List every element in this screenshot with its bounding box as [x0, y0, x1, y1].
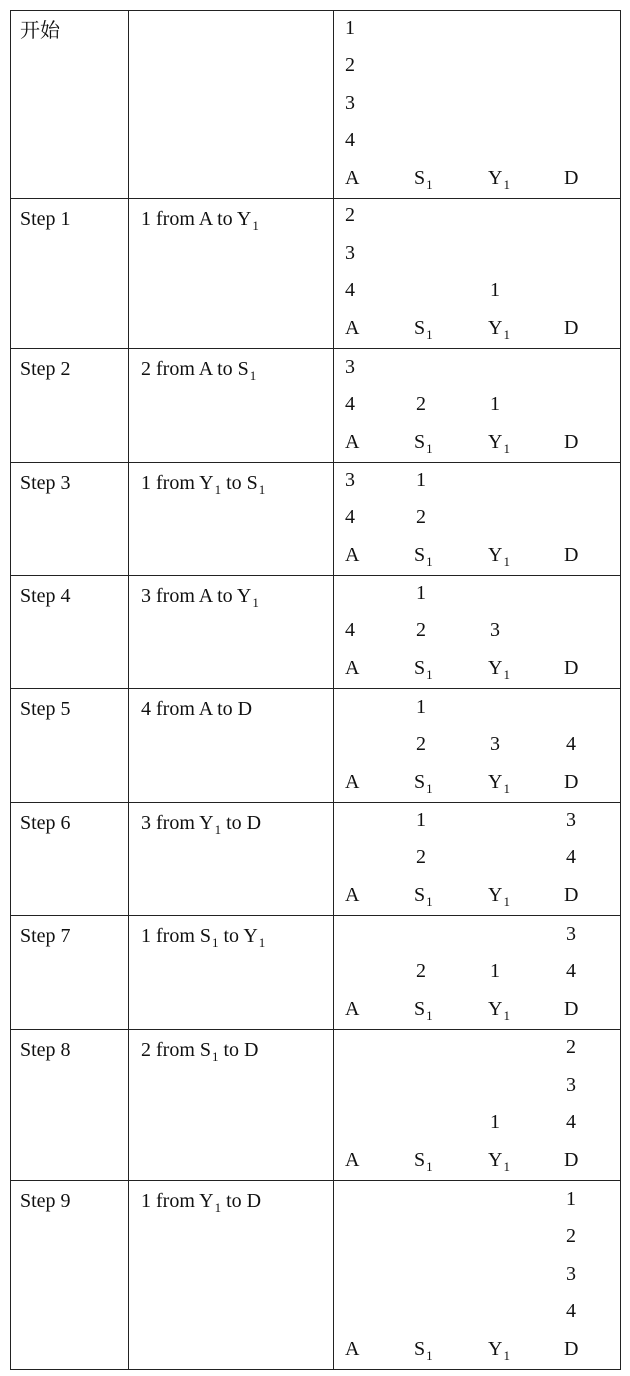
- disk-y: 3: [490, 733, 500, 756]
- move-description: 3 from A to $Y_1$: [141, 585, 259, 610]
- move-description: 1 from $S_1$ to $Y_1$: [141, 925, 266, 950]
- row-divider: [10, 915, 621, 916]
- peg-label-s: $S_1$: [414, 167, 433, 192]
- peg-label-d: D: [564, 431, 579, 453]
- disk-d: 3: [566, 1262, 576, 1285]
- peg-label-s: $S_1$: [414, 544, 433, 569]
- move-description: 2 from $S_1$ to D: [141, 1039, 259, 1064]
- disk-d: 4: [566, 846, 576, 869]
- peg-label-y: $Y_1$: [488, 544, 510, 569]
- peg-label-s: $S_1$: [414, 657, 433, 682]
- disk-d: 4: [566, 960, 576, 983]
- peg-label-y: $Y_1$: [488, 771, 510, 796]
- disk-s: 1: [416, 581, 426, 604]
- column-divider: [333, 10, 334, 1370]
- peg-label-d: D: [564, 1338, 579, 1360]
- peg-label-y: $Y_1$: [488, 1149, 510, 1174]
- disk-a: 3: [345, 241, 355, 264]
- disk-a: 3: [345, 91, 355, 114]
- peg-label-a: A: [345, 317, 360, 339]
- peg-label-s: $S_1$: [414, 771, 433, 796]
- peg-label-a: A: [345, 657, 360, 679]
- peg-label-y: $Y_1$: [488, 657, 510, 682]
- disk-a: 4: [345, 129, 355, 152]
- peg-label-d: D: [564, 1149, 579, 1171]
- peg-label-d: D: [564, 657, 579, 679]
- peg-label-d: D: [564, 317, 579, 339]
- peg-label-s: $S_1$: [414, 431, 433, 456]
- disk-s: 1: [416, 808, 426, 831]
- disk-a: 4: [345, 279, 355, 302]
- peg-label-y: $Y_1$: [488, 998, 510, 1023]
- disk-y: 1: [490, 393, 500, 416]
- peg-label-a: A: [345, 1149, 360, 1171]
- step-label: Step 3: [20, 472, 71, 494]
- peg-label-y: $Y_1$: [488, 317, 510, 342]
- disk-a: 4: [345, 506, 355, 529]
- row-divider: [10, 10, 621, 11]
- move-description: 1 from $Y_1$ to $S_1$: [141, 472, 266, 497]
- disk-s: 2: [416, 506, 426, 529]
- peg-label-y: $Y_1$: [488, 1338, 510, 1363]
- step-label: 开始: [20, 20, 60, 42]
- disk-a: 3: [345, 468, 355, 491]
- peg-label-s: $S_1$: [414, 1149, 433, 1174]
- peg-label-a: A: [345, 771, 360, 793]
- disk-a: 4: [345, 393, 355, 416]
- disk-s: 2: [416, 393, 426, 416]
- step-label: Step 2: [20, 358, 71, 380]
- move-description: 4 from A to D: [141, 698, 253, 720]
- column-divider: [128, 10, 129, 1370]
- peg-label-a: A: [345, 884, 360, 906]
- row-divider: [10, 1029, 621, 1030]
- row-divider: [10, 688, 621, 689]
- disk-d: 3: [566, 1073, 576, 1096]
- step-label: Step 7: [20, 925, 71, 947]
- move-description: 3 from $Y_1$ to D: [141, 812, 262, 837]
- disk-d: 4: [566, 1300, 576, 1323]
- step-label: Step 1: [20, 208, 71, 230]
- step-label: Step 8: [20, 1039, 71, 1061]
- peg-label-a: A: [345, 998, 360, 1020]
- disk-d: 4: [566, 1111, 576, 1134]
- column-divider: [620, 10, 621, 1370]
- peg-label-a: A: [345, 544, 360, 566]
- step-label: Step 5: [20, 698, 71, 720]
- move-description: 1 from A to $Y_1$: [141, 208, 259, 233]
- disk-s: 1: [416, 695, 426, 718]
- disk-a: 2: [345, 204, 355, 227]
- disk-a: 1: [345, 16, 355, 39]
- move-description: 1 from $Y_1$ to D: [141, 1190, 262, 1215]
- row-divider: [10, 1180, 621, 1181]
- disk-s: 2: [416, 619, 426, 642]
- column-divider: [10, 10, 11, 1370]
- peg-label-a: A: [345, 1338, 360, 1360]
- disk-d: 1: [566, 1187, 576, 1210]
- step-label: Step 4: [20, 585, 71, 607]
- peg-label-y: $Y_1$: [488, 431, 510, 456]
- peg-label-d: D: [564, 544, 579, 566]
- peg-label-d: D: [564, 771, 579, 793]
- row-divider: [10, 462, 621, 463]
- peg-label-s: $S_1$: [414, 884, 433, 909]
- disk-s: 2: [416, 733, 426, 756]
- peg-label-s: $S_1$: [414, 1338, 433, 1363]
- disk-s: 1: [416, 468, 426, 491]
- disk-y: 1: [490, 279, 500, 302]
- move-description: 2 from A to $S_1$: [141, 358, 257, 383]
- disk-d: 3: [566, 808, 576, 831]
- peg-label-a: A: [345, 167, 360, 189]
- disk-a: 3: [345, 355, 355, 378]
- disk-a: 4: [345, 619, 355, 642]
- disk-d: 2: [566, 1036, 576, 1059]
- disk-y: 1: [490, 960, 500, 983]
- disk-s: 2: [416, 960, 426, 983]
- disk-d: 3: [566, 922, 576, 945]
- disk-y: 3: [490, 619, 500, 642]
- step-label: Step 6: [20, 812, 71, 834]
- disk-d: 2: [566, 1225, 576, 1248]
- disk-s: 2: [416, 846, 426, 869]
- row-divider: [10, 348, 621, 349]
- disk-y: 1: [490, 1111, 500, 1134]
- row-divider: [10, 802, 621, 803]
- peg-label-d: D: [564, 167, 579, 189]
- peg-label-y: $Y_1$: [488, 167, 510, 192]
- peg-label-s: $S_1$: [414, 317, 433, 342]
- row-divider: [10, 575, 621, 576]
- step-label: Step 9: [20, 1190, 71, 1212]
- row-divider: [10, 1369, 621, 1370]
- peg-label-y: $Y_1$: [488, 884, 510, 909]
- disk-a: 2: [345, 54, 355, 77]
- peg-label-a: A: [345, 431, 360, 453]
- peg-label-d: D: [564, 884, 579, 906]
- peg-label-d: D: [564, 998, 579, 1020]
- disk-d: 4: [566, 733, 576, 756]
- peg-label-s: $S_1$: [414, 998, 433, 1023]
- row-divider: [10, 198, 621, 199]
